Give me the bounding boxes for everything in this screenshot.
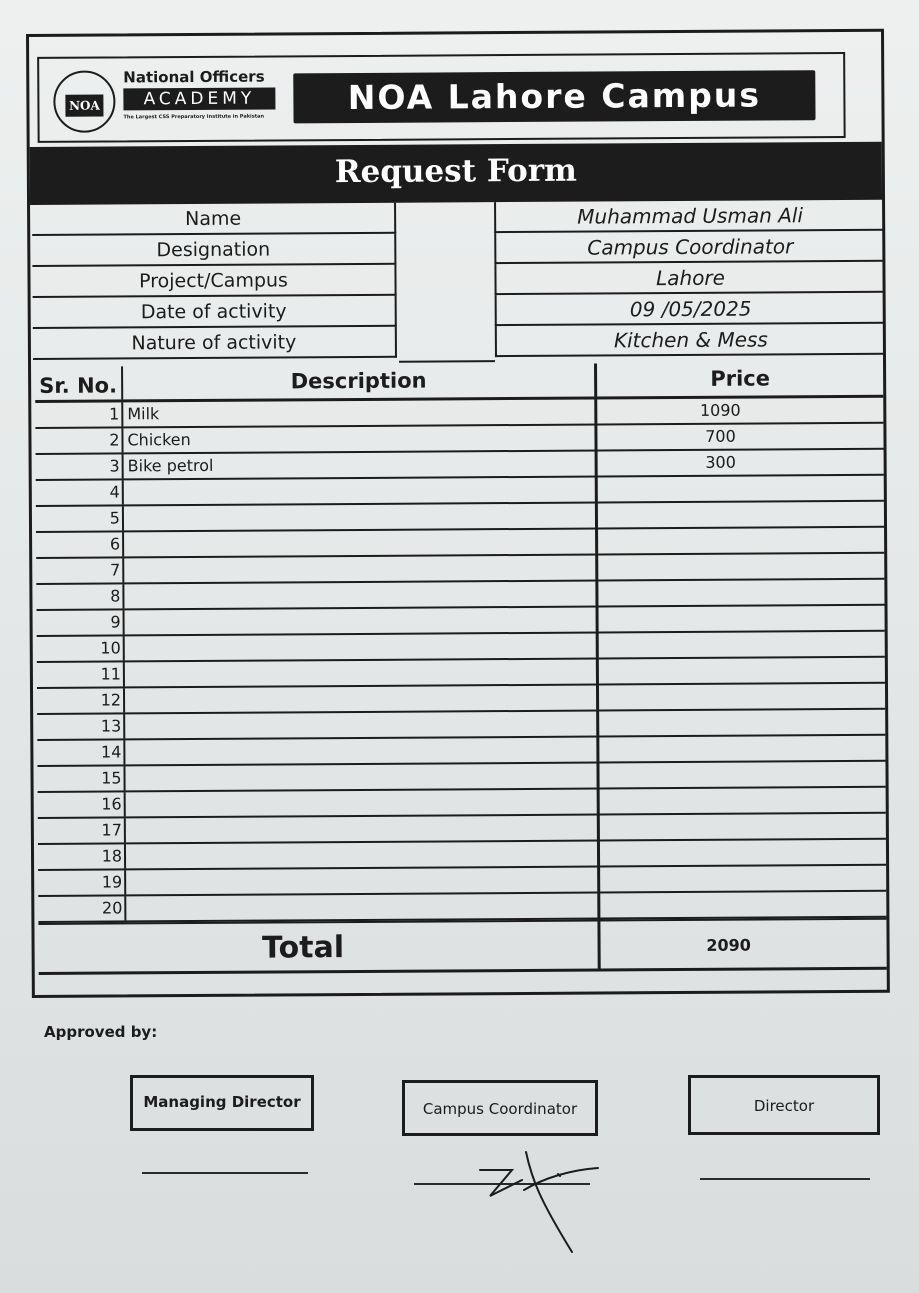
header-price: Price: [710, 365, 771, 391]
cell-price: [598, 580, 884, 606]
cell-price: 300: [705, 452, 736, 472]
cell-sr: 15: [37, 766, 125, 791]
label-nature: Nature of activity: [33, 327, 397, 360]
cell-price: [600, 788, 886, 814]
cell-description: [126, 842, 600, 869]
table-header: [35, 362, 883, 403]
org-tagline: The Largest CSS Preparatory Institute in Pakistan: [123, 113, 265, 121]
cell-price: [600, 840, 886, 866]
request-form: [26, 29, 890, 998]
approved-by-label: Approved by:: [44, 1023, 158, 1041]
cell-sr: 3: [36, 454, 124, 479]
cell-sr: 12: [37, 688, 125, 713]
cell-description: [124, 530, 598, 557]
cell-sr: 10: [37, 636, 125, 661]
cell-price: [598, 528, 884, 554]
cell-price: [599, 762, 885, 788]
cell-price: [599, 606, 885, 632]
cell-price: [599, 632, 885, 658]
cell-sr: 2: [35, 428, 123, 453]
academy-seal-logo: [53, 70, 115, 132]
cell-description: [124, 504, 598, 531]
cell-price: [598, 476, 884, 502]
cell-sr: 19: [38, 870, 126, 895]
cell-description: Bike petrol: [124, 452, 598, 479]
cell-description: [125, 686, 599, 713]
cell-description: Milk: [123, 400, 597, 427]
signature-line-director: [700, 1178, 870, 1180]
cell-price: [598, 502, 884, 528]
cell-price: [599, 684, 885, 710]
value-nature: Kitchen & Mess: [495, 324, 885, 357]
cell-description: [126, 790, 600, 817]
cell-sr: 8: [36, 584, 124, 609]
cell-sr: 7: [36, 558, 124, 583]
cell-sr: 20: [38, 896, 126, 921]
org-name: National Officers: [123, 67, 265, 87]
cell-description: [126, 816, 600, 843]
campus-coordinator-box: Campus Coordinator: [402, 1080, 598, 1136]
cell-sr: 16: [38, 792, 126, 817]
total-value: 2090: [706, 935, 751, 955]
form-title: Request Form: [334, 152, 578, 191]
label-project: Project/Campus: [32, 265, 396, 298]
cell-sr: 14: [37, 740, 125, 765]
cell-description: [126, 894, 600, 921]
cell-sr: 18: [38, 844, 126, 869]
form-header: [37, 52, 846, 143]
cell-description: [125, 660, 599, 687]
cell-description: [124, 582, 598, 609]
cell-price: [600, 814, 886, 840]
cell-price: [599, 736, 885, 762]
cell-sr: 17: [38, 818, 126, 843]
cell-description: [125, 712, 599, 739]
label-name: Name: [32, 203, 396, 236]
cell-sr: 9: [37, 610, 125, 635]
cell-sr: 1: [35, 402, 123, 427]
info-spacer: [398, 202, 495, 363]
value-designation: Campus Coordinator: [494, 231, 884, 264]
director-box: Director: [688, 1075, 880, 1135]
info-values: [494, 200, 885, 357]
info-labels: [32, 203, 397, 360]
header-sr: Sr. No.: [35, 366, 123, 400]
handwritten-signature: [440, 1130, 610, 1260]
label-date: Date of activity: [33, 296, 397, 329]
cell-sr: 13: [37, 714, 125, 739]
cell-description: [125, 634, 599, 661]
info-grid: [32, 200, 885, 365]
total-label: Total: [38, 922, 600, 972]
cell-price: [599, 658, 885, 684]
header-description: Description: [123, 364, 597, 400]
value-date: 09 /05/2025: [495, 293, 885, 326]
cell-sr: 5: [36, 506, 124, 531]
cell-sr: 11: [37, 662, 125, 687]
managing-director-box: Managing Director: [130, 1075, 314, 1131]
form-title-band: [30, 142, 882, 205]
value-name: Muhammad Usman Ali: [494, 200, 884, 233]
label-designation: Designation: [32, 234, 396, 267]
seal-text: NOA: [65, 95, 103, 117]
cell-price: [600, 866, 886, 892]
cell-price: [600, 892, 886, 918]
cell-description: [125, 764, 599, 791]
cell-price: 1090: [699, 400, 741, 420]
cell-price: [598, 554, 884, 580]
cell-price: 700: [705, 426, 736, 446]
org-academy: ACADEMY: [123, 87, 275, 110]
cell-description: Chicken: [123, 426, 597, 453]
cell-description: [126, 868, 600, 895]
cell-price: [599, 710, 885, 736]
campus-title: NOA Lahore Campus: [293, 70, 815, 123]
cell-sr: 6: [36, 532, 124, 557]
cell-description: [124, 556, 598, 583]
signature-line-managing-director: [142, 1172, 308, 1174]
cell-description: [125, 608, 599, 635]
items-table: [35, 362, 887, 975]
cell-description: [124, 478, 598, 505]
cell-sr: 4: [36, 480, 124, 505]
value-project: Lahore: [494, 262, 884, 295]
total-row: [38, 918, 886, 975]
cell-description: [125, 738, 599, 765]
table-body: [35, 398, 886, 923]
